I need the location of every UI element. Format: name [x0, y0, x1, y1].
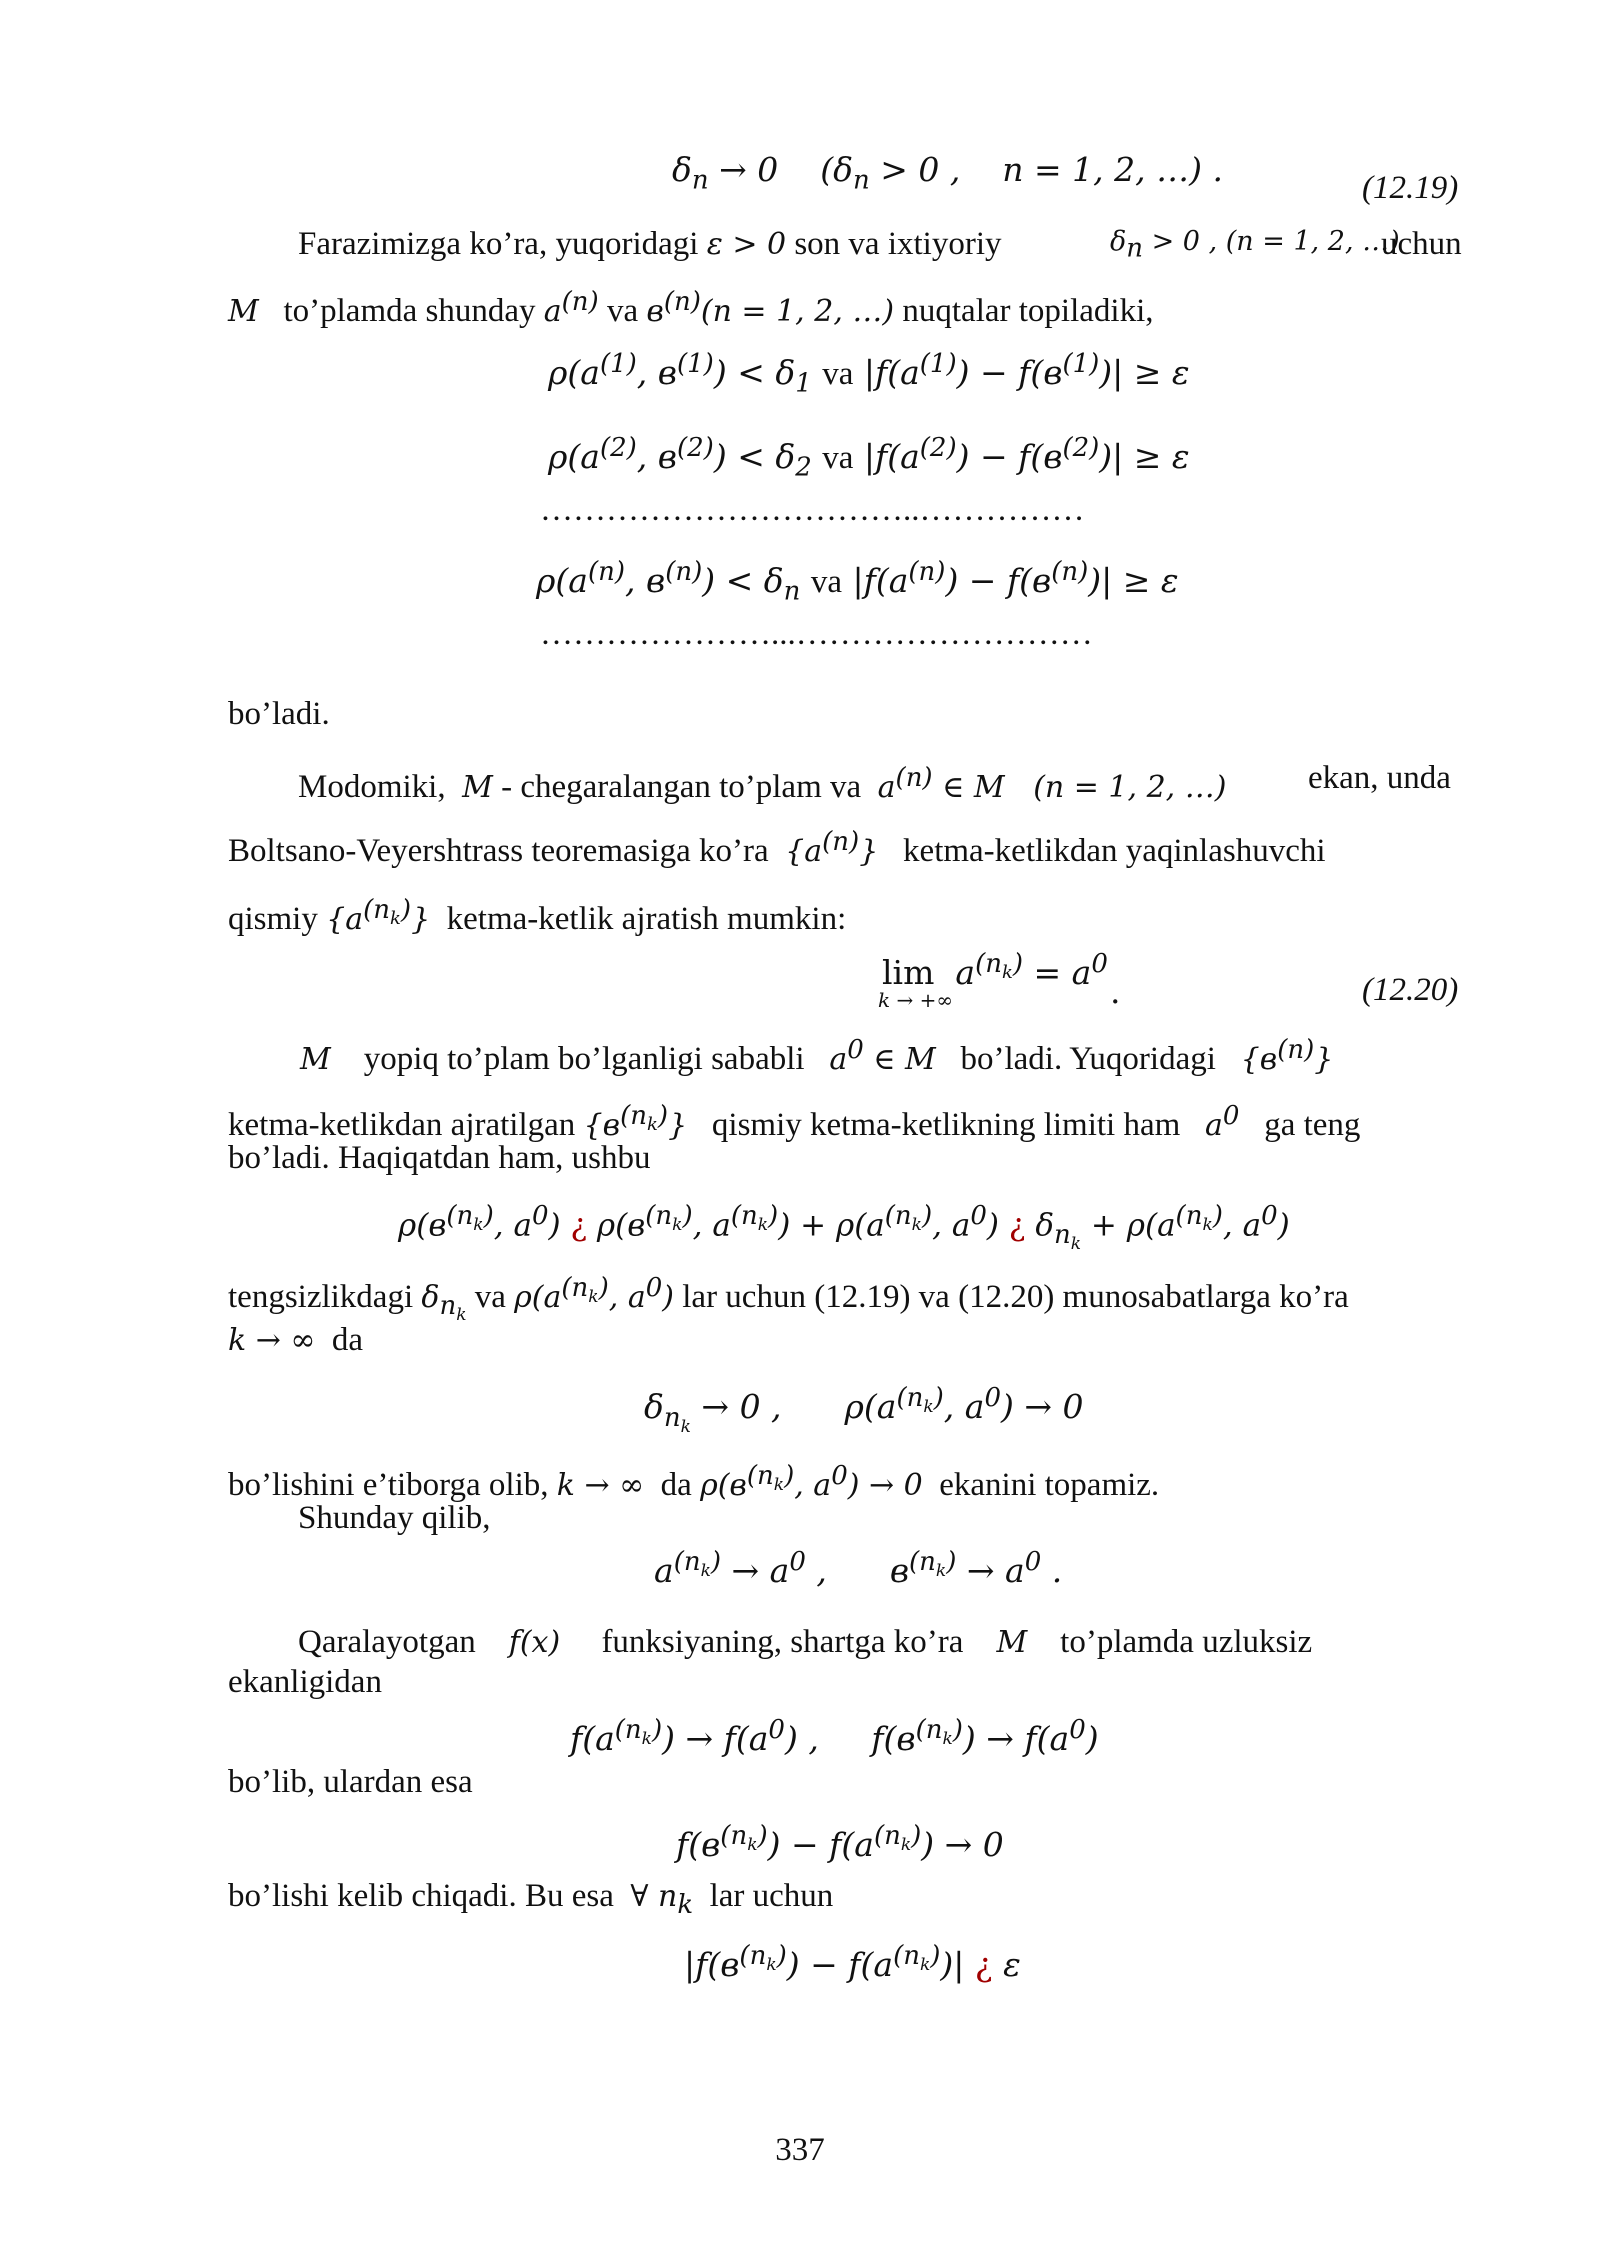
- math-M: M: [300, 1042, 331, 1077]
- system-row-n: $\rho(a^{(n)}$, $в^{(n)}) < \delta_n$ va $|f(a^{(n)}) - f(в^{(n)})| \ge \varepsilon$: [536, 557, 1179, 607]
- equation-number: (12.20): [1362, 972, 1459, 1008]
- paragraph-line: bo’ladi.: [228, 696, 330, 732]
- text: qismiy ketma-ketlikning limiti ham: [711, 1107, 1181, 1143]
- paragraph-line: bo’lib, ulardan esa: [228, 1764, 473, 1800]
- equation-12-19: $\delta_n \to 0$ ($\delta_n > 0$ , n = 1, 2, …) .: [672, 150, 1223, 196]
- text: va: [606, 293, 639, 329]
- math-inline: $\{в^{(n)}\}$: [1240, 1035, 1334, 1077]
- math-inline: $\{a^{(n)}\}$: [785, 827, 879, 869]
- text: to’plamda shunday: [283, 293, 536, 329]
- lim-subscript: k → +∞: [878, 988, 954, 1012]
- page-number: 337: [775, 2132, 825, 2168]
- text: da: [331, 1322, 364, 1358]
- text: lar uchun (12.19) va (12.20) munosabatlarga ko’ra: [682, 1279, 1349, 1315]
- text: ekanini topamiz.: [939, 1467, 1160, 1503]
- math-inline: $a^{(n)}$ ∈ M (n = 1, 2, …): [877, 763, 1227, 805]
- equation-convergence: $a^{(n_k)} \to a^0$ , $в^{(n_k)} \to a^0$ .: [654, 1547, 1063, 1590]
- math-inline: $\{a^{(n_k)}\}$: [326, 895, 431, 937]
- math-inline: $a^0$: [1205, 1101, 1240, 1143]
- math-M: M: [996, 1625, 1028, 1660]
- text: Modomiki,: [298, 769, 446, 805]
- text: ketma-ketlikdan yaqinlashuvchi: [903, 833, 1326, 869]
- equation-limits: $\delta_{n_k} \to 0$ , $\rho(a^{(n_k)}$, $a^0) \to 0$: [644, 1383, 1084, 1437]
- text: son va ixtiyoriy: [794, 226, 1002, 262]
- math-inline: f(x): [508, 1625, 561, 1660]
- math-M: M: [228, 294, 259, 329]
- math-M: M: [462, 770, 493, 805]
- text: ga teng: [1264, 1107, 1361, 1143]
- text: bo’lishini e’tiborga olib,: [228, 1467, 549, 1503]
- paragraph-line: [228, 282, 1153, 332]
- paragraph-line: [228, 1320, 363, 1361]
- paragraph-line: Shunday qilib,: [298, 1500, 491, 1536]
- paragraph-line: ekanligidan: [228, 1664, 382, 1700]
- paragraph-line-end: uchun: [1381, 226, 1462, 262]
- text: Qaralayotgan: [298, 1624, 476, 1660]
- paragraph-line: [228, 1876, 833, 1925]
- math-inline: $a^0$ ∈ M: [829, 1035, 936, 1077]
- text: bo’ladi. Yuqoridagi: [960, 1041, 1216, 1077]
- dots-row: …………………...………………………: [540, 616, 1093, 652]
- text: lar uchun: [709, 1878, 834, 1914]
- math-inline: k → ∞: [228, 1323, 316, 1358]
- paragraph-line: [1110, 220, 1400, 268]
- equation-period: .: [1110, 972, 1121, 1011]
- text: nuqtalar topiladiki,: [902, 293, 1154, 329]
- text: Farazimizga ko’ra, yuqoridagi: [298, 226, 699, 262]
- equation-number: (12.19): [1362, 170, 1459, 206]
- equation-difference: $f(в^{(n_k)}) - f(a^{(n_k)}) \to 0$: [676, 1821, 1004, 1864]
- text: Boltsano-Veyershtrass teoremasiga ko’ra: [228, 833, 769, 869]
- equation-continuity: $f(a^{(n_k)}) \to f(a^0)$ , $f(в^{(n_k)}) \to f(a^0)$: [570, 1715, 1099, 1758]
- text: yopiq to’plam bo’lganligi sababli: [363, 1041, 805, 1077]
- math-inline: ε > 0: [706, 227, 787, 262]
- paragraph-line: [298, 758, 1226, 808]
- text: tengsizlikdagi: [228, 1279, 414, 1315]
- math-inline: $в^{(n)}(n = 1$, 2, …): [646, 287, 895, 329]
- equation-12-20: $\lim a^{(n_k)} = a^0$: [882, 949, 1108, 992]
- paragraph-line: [228, 822, 1326, 872]
- system-row-2: $\rho(a^{(2)}$, $в^{(2)}) < \delta_2$ va $|f(a^{(2)}) - f(в^{(2)})| \ge \varepsilon$: [548, 433, 1190, 483]
- paragraph-line-end: ekan, unda: [1308, 760, 1451, 796]
- math-inline: $\rho(a^{(n_k)}$, $a^0$): [514, 1273, 674, 1315]
- text: to’plamda uzluksiz: [1060, 1624, 1313, 1660]
- paragraph-line: [300, 1030, 1333, 1080]
- math-inline: $a^{(n)}$: [543, 287, 599, 329]
- paragraph-line: [298, 1622, 1312, 1663]
- paragraph-line: [228, 1268, 1349, 1335]
- math-inline: $\rho(в^{(n_k)}$, $a^0) \to 0$: [700, 1461, 923, 1503]
- text: - chegaralangan to’plam va: [501, 769, 862, 805]
- math-inline: $\delta_n > 0$ , (n = 1, 2, …): [1110, 226, 1400, 264]
- paragraph-line: [298, 224, 1002, 265]
- math-inline: $\{в^{(n_k)}\}$: [583, 1101, 688, 1143]
- dots-row: ……………………………..……………: [540, 492, 1085, 528]
- text: funksiyaning, shartga ko’ra: [601, 1624, 964, 1660]
- equation-final: $|f(в^{(n_k)}) - f(a^{(n_k)})|$ ¿ ε: [684, 1941, 1021, 1984]
- math-inline: k → ∞: [556, 1468, 645, 1503]
- math-inline: ∀ $n_k$: [630, 1879, 694, 1920]
- text: ketma-ketlik ajratish mumkin:: [446, 901, 847, 937]
- paragraph-line: [228, 890, 846, 940]
- text: ketma-ketlikdan ajratilgan: [228, 1107, 576, 1143]
- text: va: [474, 1279, 506, 1315]
- text: qismiy: [228, 901, 318, 937]
- math-inline: $\delta_{n_k}$: [421, 1280, 467, 1326]
- text: bo’lishi kelib chiqadi. Bu esa: [228, 1878, 614, 1914]
- inequality-chain: $\rho(в^{(n_k)}$, $a^0$) ¿ $\rho(в^{(n_k)}$, $a^{(n_k)}) + \rho(a^{(n_k)}$, $a^0$) ¿ $\delta_{n_k} + \rho(a^{(n_k)}$, $a^0$): [398, 1201, 1290, 1254]
- system-row-1: $\rho(a^{(1)}$, $в^{(1)}) < \delta_1$ va $|f(a^{(1)}) - f(в^{(1)})| \ge \varepsilon$: [548, 349, 1190, 399]
- text: da: [660, 1467, 692, 1503]
- paragraph-line: bo’ladi. Haqiqatdan ham, ushbu: [228, 1140, 651, 1176]
